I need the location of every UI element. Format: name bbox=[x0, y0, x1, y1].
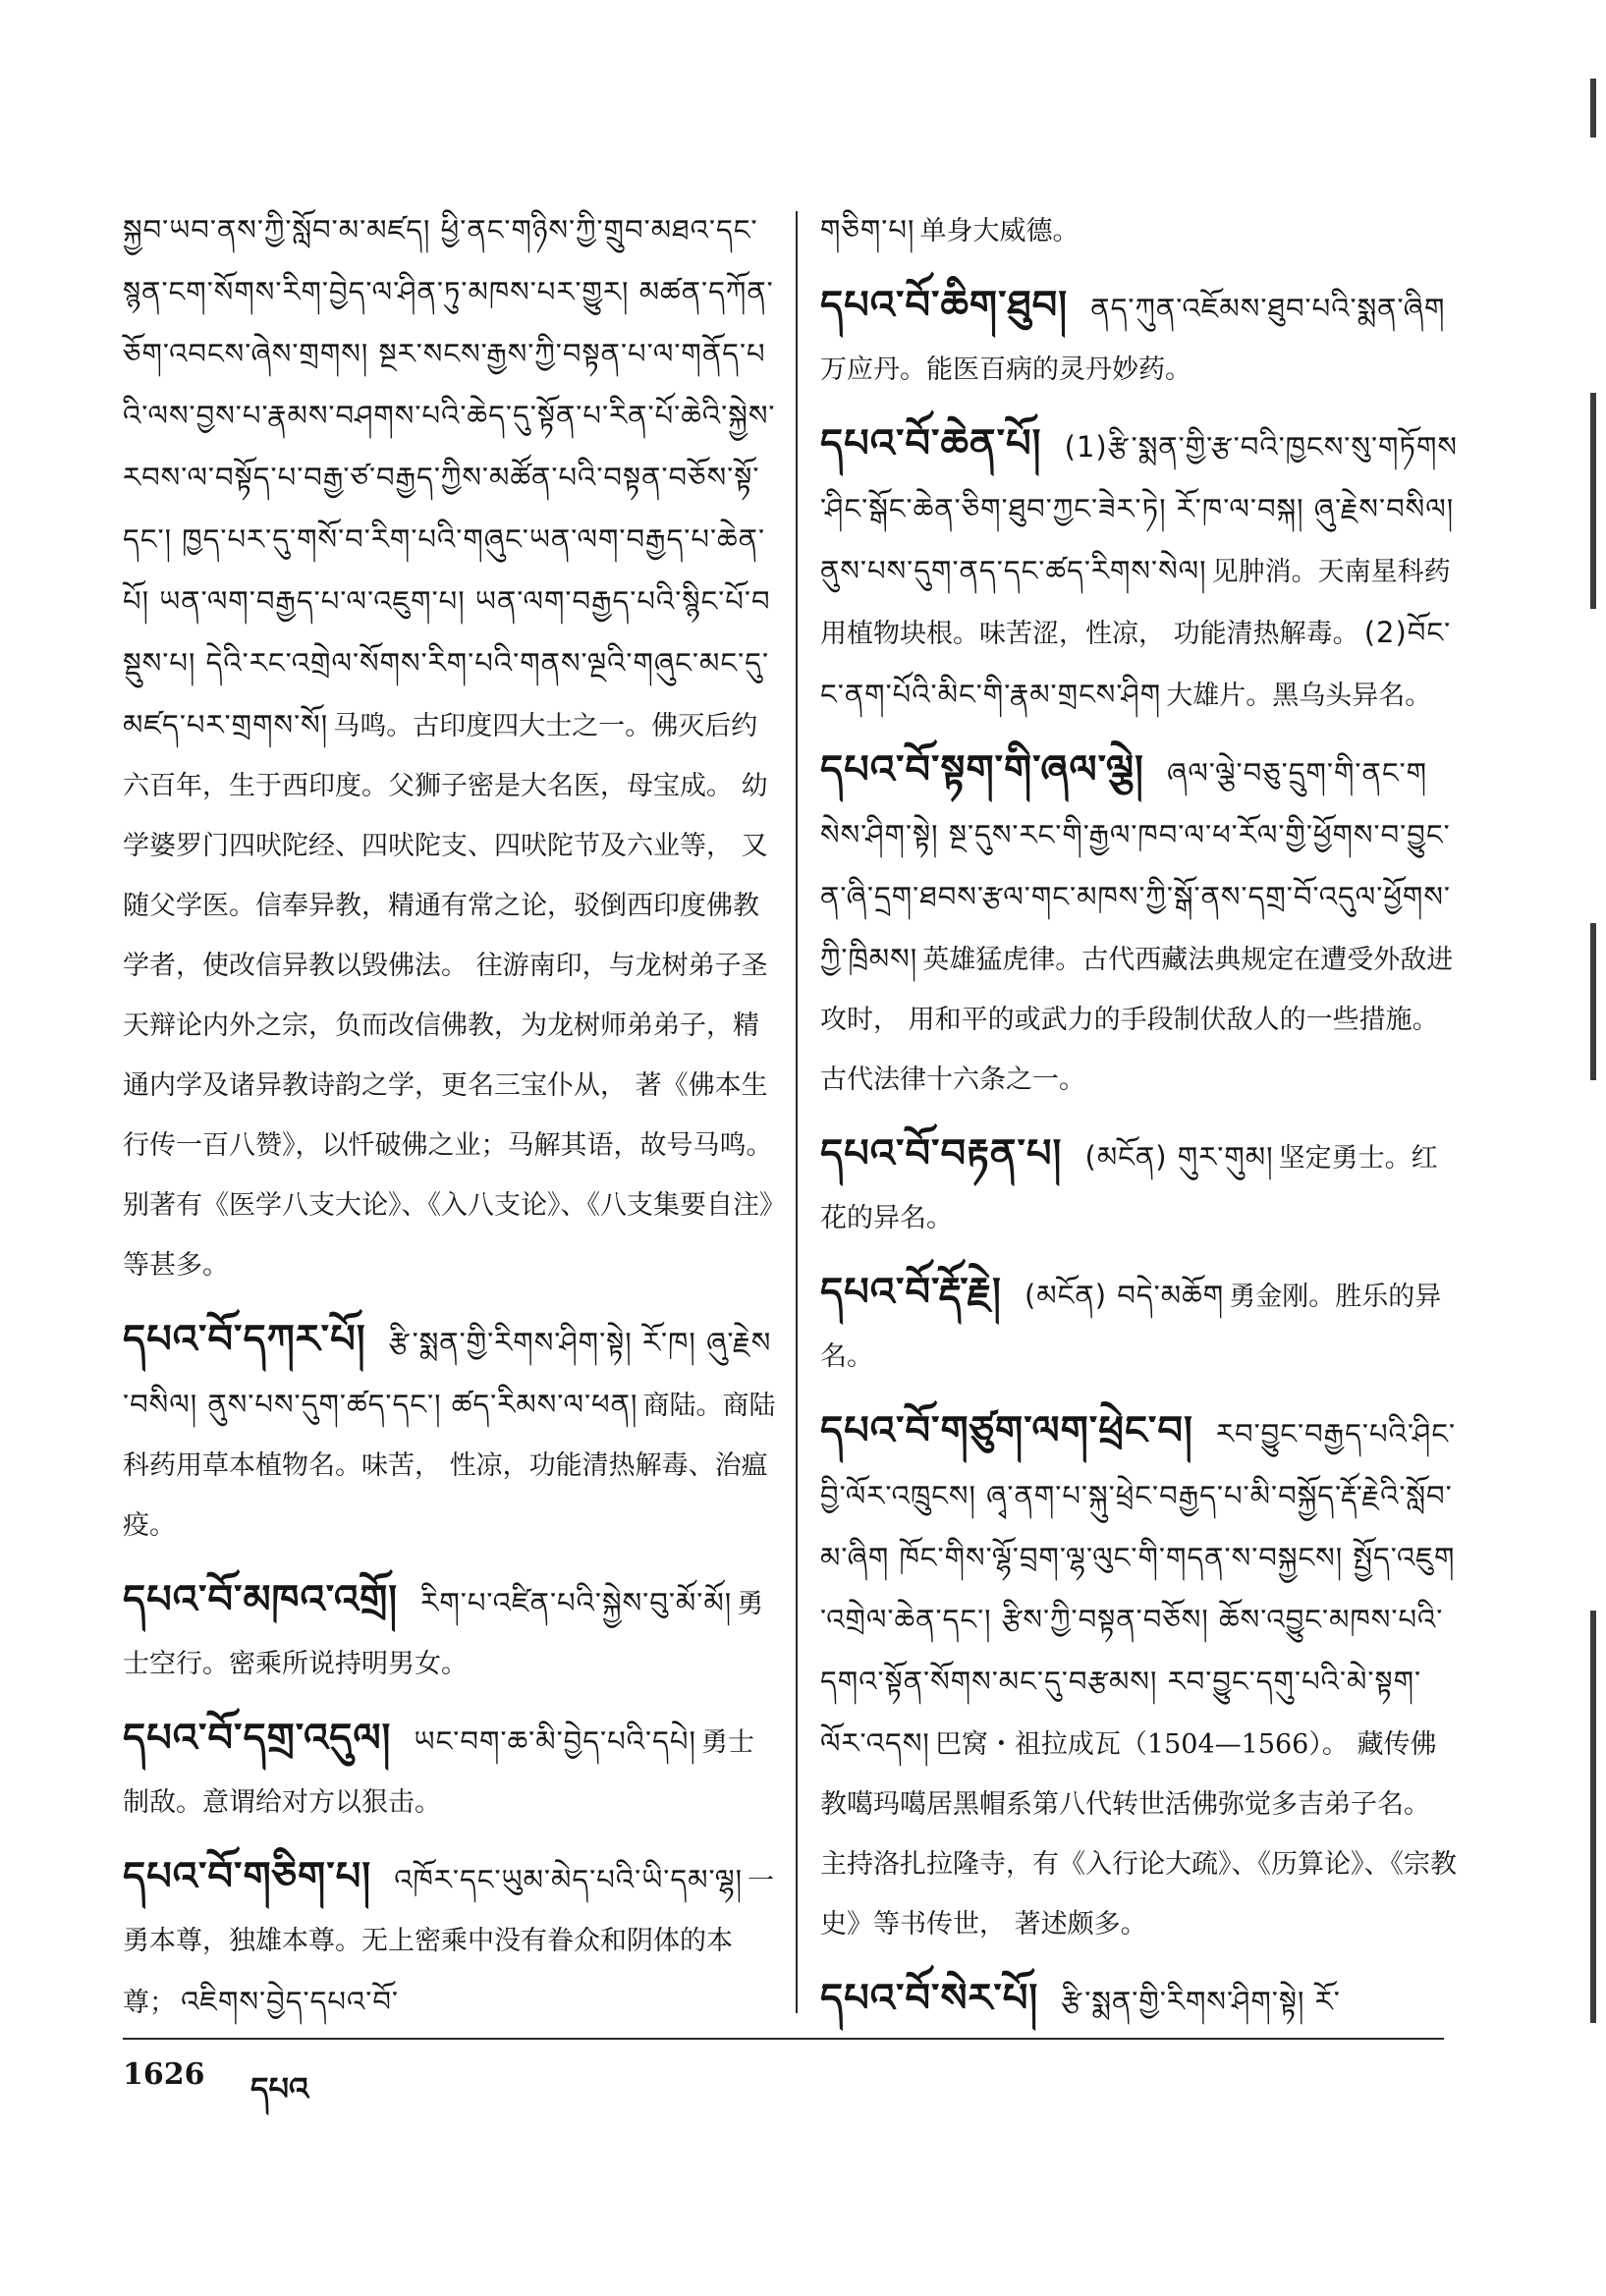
chinese-definition: 见肿消。天南星科药用植物块根。味苦涩，性凉， 功能清热解毒。 bbox=[820, 557, 1451, 649]
chinese-definition: 勇金刚。胜乐的异名。 bbox=[820, 1282, 1442, 1372]
continued-entry bbox=[820, 201, 1459, 263]
chinese-definition: 万应丹。能医百病的灵丹妙药。 bbox=[820, 355, 1191, 385]
tibetan-definition: རྩི་སྨན་གྱི་རིགས་ཤིག་སྟེ། རོ་ bbox=[1061, 1985, 1341, 2018]
headword: དཔའ་བོ་རྡོ་རྗེ། bbox=[820, 1270, 1002, 1315]
dictionary-entry bbox=[123, 1571, 776, 1696]
chinese-definition: 商陆。商陆科药用草本植物名。味苦， 性凉，功能清热解毒、治瘟疫。 bbox=[123, 1391, 776, 1541]
dictionary-entry bbox=[820, 277, 1459, 402]
headword: དཔའ་བོ་སེར་པོ། bbox=[820, 1976, 1039, 2021]
chinese-definition-2: 大雄片。黑乌头异名。 bbox=[1166, 681, 1432, 711]
headword: དཔའ་བོ་གཙུག་ལག་ཕྲེང་བ། bbox=[820, 1408, 1193, 1453]
tibetan-definition: (1)རྩི་སྨན་གྱི་རྩ་བའི་ཁྱངས་སུ་གཏོགས་ཤིང་སྒོང་ཆེན་ཅིག་ཐུབ་ཀྱང་ཟེར་ཏེ། རོ་ཁ་ལ་བསྐ། ཞུ་རྗེས་བསིལ། ནུས་པས་དུག་ནད་དང་ཚད་རིགས་སེལ། bbox=[820, 430, 1458, 587]
headword: དཔའ་བོ་དཀར་པོ། bbox=[123, 1317, 366, 1362]
tibetan-continuation: འཇིགས་བྱེད་དཔའ་བོ་ bbox=[181, 1985, 400, 2018]
continued-entry bbox=[123, 201, 776, 1297]
dictionary-entry bbox=[820, 741, 1459, 1112]
dictionary-entry bbox=[820, 1125, 1459, 1250]
running-head: དཔའ bbox=[250, 2070, 309, 2107]
page-number: 1626 bbox=[123, 2057, 205, 2092]
chinese-definition: 巴窝・祖拉成瓦（1504—1566）。 藏传佛教噶玛噶居黑帽系第八代转世活佛弥觉多吉弟子名。 主持洛扎拉隆寺，有《入行论大疏》、《历算论》、《宗教史》等书传世， 著述颇多。 bbox=[820, 1729, 1457, 1940]
tibetan-definition: རྩི་སྨན་གྱི་རིགས་ཤིག་སྟེ། རོ་ཁ། ཞུ་རྗེས་བསིལ། ནུས་པས་དུག་ཚད་དང་། ཚད་རིམས་ལ་ཕན། bbox=[123, 1326, 772, 1421]
chinese-definition: 单身大威德。 bbox=[919, 216, 1080, 246]
column-divider bbox=[796, 211, 798, 2013]
tibetan-definition: རིག་པ་འཛིན་པའི་སྐྱེས་བུ་མོ་མོ། bbox=[420, 1586, 733, 1619]
chinese-definition: 马鸣。古印度四大士之一。佛灭后约六百年，生于西印度。父狮子密是大名医，母宝成。 幼学婆罗门四吠陀经、四吠陀支、四吠陀节及六业等， 又随父学医。信奉异教，精通有常之论，驳倒西印度佛教学者，使改信异教以毁佛法。 往游南印，与龙树弟子圣天辩论内外之宗，负而改信佛教，为龙树师弟弟子，精通内学及诸异教诗韵之学，更名三宝仆从， 著《佛本生行传一百八赞》，以忏破佛之业；马解其语，故号马鸣。别著有《医学八支大论》、《入八支论》、《八支集要自注》等甚多。 bbox=[123, 711, 773, 1281]
dictionary-entry bbox=[820, 1970, 1459, 2035]
tibetan-definition: (མངོན) གུར་གུམ། bbox=[1084, 1140, 1274, 1174]
headword: དཔའ་བོ་བརྟན་པ། bbox=[820, 1131, 1063, 1176]
headword: དཔའ་བོ་སྟག་གི་ཞལ་ལྕེ། bbox=[820, 747, 1144, 793]
tibetan-definition: ཡང་བག་ཆ་མི་བྱེད་པའི་དཔེ། bbox=[414, 1724, 696, 1758]
dictionary-entry bbox=[820, 1402, 1459, 1956]
tibetan-definition: འཁོར་དང་ཡུམ་མེད་པའི་ཡི་དམ་ལྷ། bbox=[394, 1863, 744, 1896]
tibetan-definition: (མངོན) བདེ་མཆོག bbox=[1024, 1279, 1225, 1312]
tibetan-definition-2: (2)བོང་ང་ནག་པོའི་མིང་གི་རྣམ་གྲངས་ཤིག bbox=[820, 616, 1452, 711]
headword: དཔའ་བོ་ཆེན་པོ། bbox=[820, 421, 1042, 466]
tibetan-definition: སྐྱབ་ཡབ་ནས་ཀྱི་སློབ་མ་མཛད། ཕྱི་ནང་གཉིས་ཀྱི་གྲུབ་མཐའ་དང་སྙན་ངག་སོགས་རིག་བྱེད་ལ་ཤིན་ཏུ་མཁས་པར་གྱུར། མཚན་དཀོན་ཅོག་འབངས་ཞེས་གྲགས། སྔར་སངས་རྒྱས་ཀྱི་བསྟན་པ་ལ་གནོད་པའི་ལས་བྱས་པ་རྣམས་བཤགས་པའི་ཆེད་དུ་སྟོན་པ་རིན་པོ་ཆེའི་སྐྱེས་རབས་ལ་བསྟོད་པ་བརྒྱ་ཙ་བརྒྱད་ཀྱིས་མཚོན་པའི་བསྟན་བཅོས་སྟོ་དང་། ཁྱད་པར་དུ་གསོ་བ་རིག་པའི་གཞུང་ཡན་ལག་བརྒྱད་པ་ཆེན་པོ། ཡན་ལག་བརྒྱད་པ་ལ་འཇུག་པ། ཡན་ལག་བརྒྱད་པའི་སྙིང་པོ་བསྡུས་པ། དེའི་རང་འགྲེལ་སོགས་རིག་པའི་གནས་ལྔའི་གཞུང་མང་དུ་མཛད་པར་གྲགས་སོ། bbox=[123, 213, 776, 741]
chinese-definition: 英雄猛虎律。古代西藏法典规定在遭受外敌进攻时， 用和平的或武力的手段制伏敌人的一些措施。古代法律十六条之一。 bbox=[820, 945, 1454, 1095]
tibetan-definition: ཞལ་ལྕེ་བཅུ་དྲུག་གི་ནང་གསེས་ཤིག་སྟེ། སྔ་དུས་རང་གི་རྒྱལ་ཁབ་ལ་ཕ་རོལ་གྱི་ཕྱོགས་བ་བྱུང་ན་ཞི་དྲག་ཐབས་རྩལ་གང་མཁས་ཀྱི་སྒོ་ནས་དགྲ་བོ་འདུལ་ཕྱོགས་ཀྱི་ཁྲིམས། bbox=[820, 756, 1451, 975]
chinese-definition: 勇士空行。密乘所说持明男女。 bbox=[123, 1589, 764, 1679]
headword: དཔའ་བོ་ཆིག་ཐུབ། bbox=[820, 283, 1069, 328]
right-column bbox=[820, 201, 1459, 2049]
headword: དཔའ་བོ་དགྲ་འདུལ། bbox=[123, 1716, 392, 1761]
tibetan-definition: རབ་བྱུང་བརྒྱད་པའི་ཤིང་བྱི་ལོར་འཁྲུངས། ཞྭ་ནག་པ་སྐུ་ཕྲེང་བརྒྱད་པ་མི་བསྐྱོད་རྡོ་རྗེའི་སློབ་མ་ཞིག ཁོང་གིས་ལྷོ་བྲག་ལྷ་ལུང་གི་གདན་ས་བསྐྱངས། སྤྱོད་འཇུག་འགྲེལ་ཆེན་དང་། རྩིས་ཀྱི་བསྟན་བཅོས། ཆོས་འབྱུང་མཁས་པའི་དགའ་སྟོན་སོགས་མང་དུ་བརྩམས། རབ་བྱུང་དགུ་པའི་མེ་སྟག་ལོར་འདས། bbox=[820, 1417, 1457, 1760]
left-column bbox=[123, 201, 776, 2049]
dictionary-entry bbox=[123, 1710, 776, 1834]
chinese-definition: 一勇本尊，独雄本尊。无上密乘中没有眷众和阴体的本尊； bbox=[123, 1866, 775, 2018]
headword: དཔའ་བོ་མཁའ་འགྲོ། bbox=[123, 1577, 399, 1622]
chinese-definition: 勇士制敌。意谓给对方以狠击。 bbox=[123, 1727, 755, 1818]
dictionary-entry bbox=[820, 1264, 1459, 1389]
page-edge-marks bbox=[1577, 39, 1596, 2249]
dictionary-entry bbox=[123, 1311, 776, 1558]
dictionary-entry bbox=[123, 1848, 776, 2035]
chinese-definition: 坚定勇士。红花的异名。 bbox=[820, 1143, 1438, 1233]
dictionary-entry bbox=[820, 415, 1459, 728]
footer-rule bbox=[123, 2038, 1444, 2040]
tibetan-definition: ནད་ཀུན་འཇོམས་ཐུབ་པའི་སྨན་ཞིག bbox=[1090, 292, 1446, 325]
headword: དཔའ་བོ་གཅིག་པ། bbox=[123, 1854, 372, 1899]
tibetan-definition: གཅིག་པ། bbox=[820, 213, 915, 246]
